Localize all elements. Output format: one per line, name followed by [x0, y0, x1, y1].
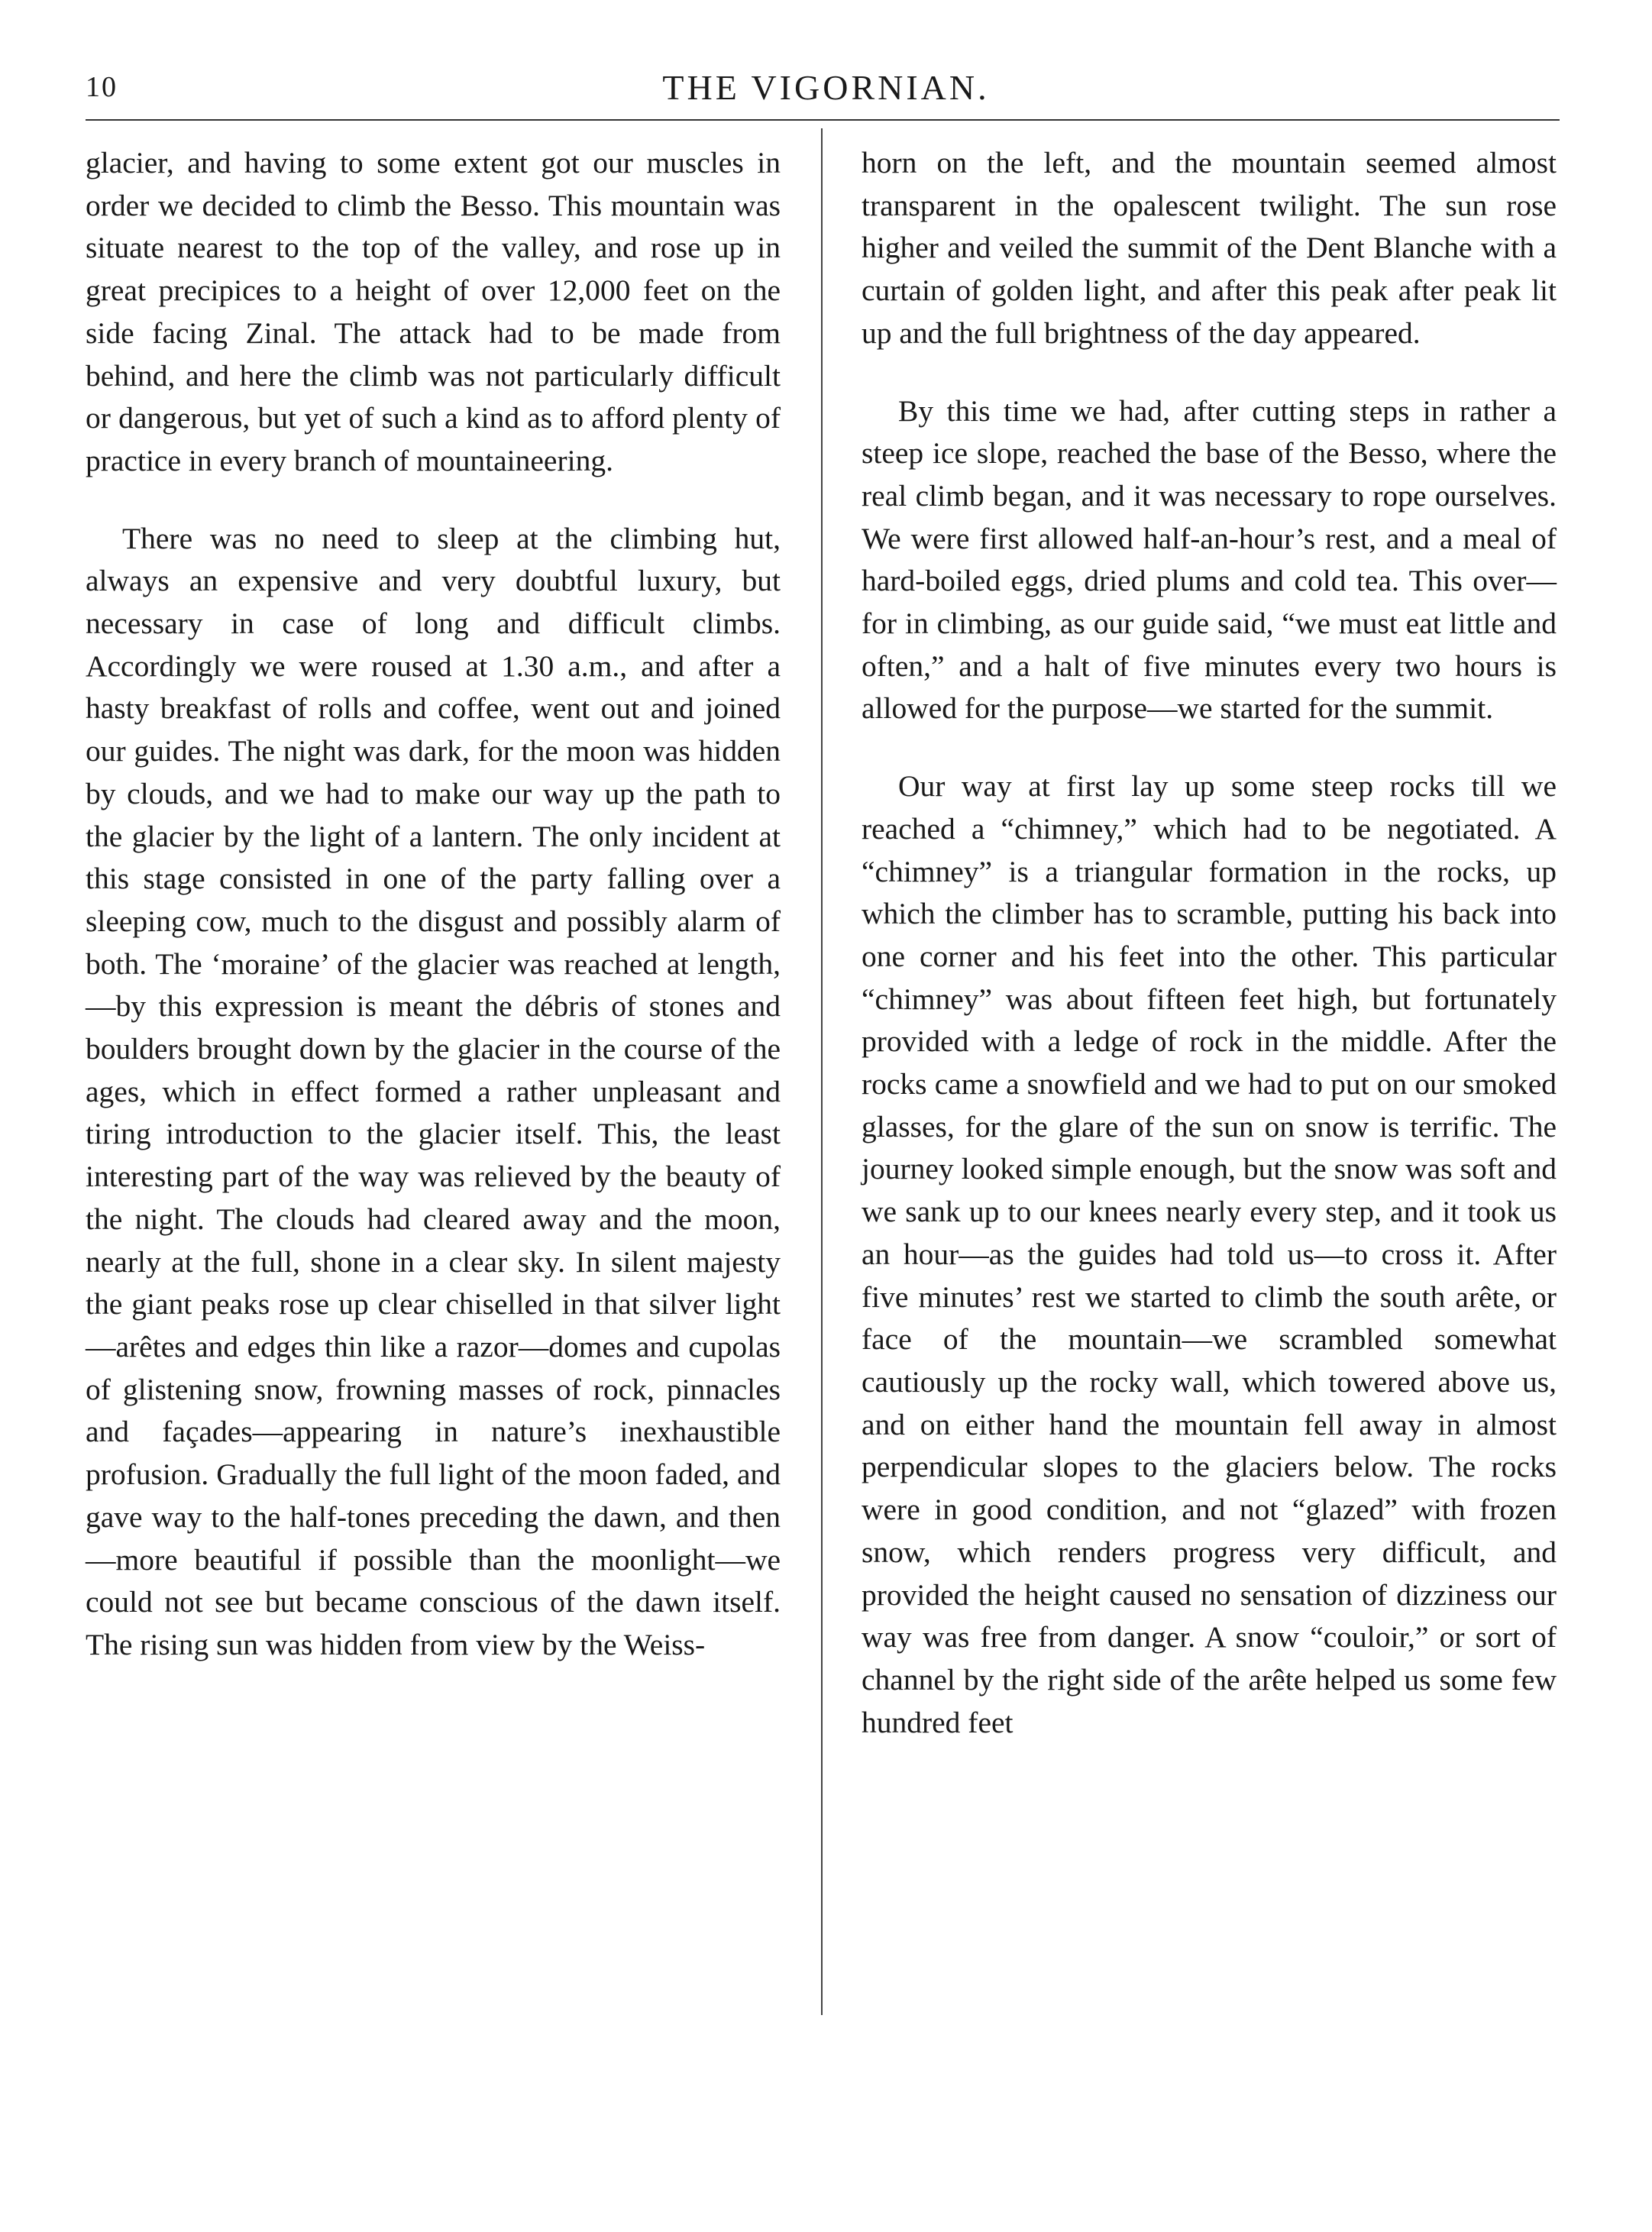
running-title: THE VIGORNIAN. — [662, 68, 990, 107]
paragraph: By this time we had, after cutting steps in rather a steep ice slope, reached the base of the Besso, where the real climb began, and it was necessary to rope ourselves. We were first allowed half-an-hour’s rest, and a meal of hard-boiled eggs, dried plums and cold tea. This over—for in climbing, as our guide said, “we must eat little and often,” and a halt of five minutes every two hours is allowed for the purpose—we started for the summit. — [862, 393, 1557, 726]
left-column — [86, 142, 781, 1667]
right-column — [862, 142, 1557, 1744]
paragraph: Our way at first lay up some steep rocks till we reached a “chimney,” which had to be negotiated. A “chimney” is a triangular formation in the rocks, up which the climber has to scramble, putting his back into one corner and his feet into the other. This particular “chimney” was about fifteen feet high, but fortunately provided with a ledge of rock in the middle. After the rocks came a snowfield and we had to put on our smoked glasses, for the glare of the sun on snow is terrific. The journey looked simple enough, but the snow was soft and we sank up to our knees nearly every step, and it took us an hour—as the guides had told us—to cross it. After five minutes’ rest we started to climb the south arête, or face of the mountain—we scrambled somewhat cautiously up the rocky wall, which towered above us, and on either hand the mountain fell away in almost perpendicular slopes to the glaciers below. The rocks were in good condition, and not “glazed” with frozen snow, which renders progress very difficult, and provided the height caused no sensation of dizziness our way was free from danger. A snow “couloir,” or sort of channel by the right side of the arête helped us some few hundred feet — [862, 769, 1557, 1739]
paragraph: horn on the left, and the mountain seemed almost transparent in the opalescent twilight. The sun rose higher and veiled the summit of the Dent Blanche with a curtain of golden light, and after this peak after peak lit up and the full brightness of the day appeared. — [862, 146, 1557, 350]
paragraph: There was no need to sleep at the climbing hut, always an expensive and very doubtful luxury, but necessary in case of long and difficult climbs. Accordingly we were roused at 1.30 a.m., and after a hasty breakfast of rolls and coffee, went out and joined our guides. The night was dark, for the moon was hidden by clouds, and we had to make our way up the path to the glacier by the light of a lantern. The only incident at this stage consisted in one of the party falling over a sleeping cow, much to the disgust and possibly alarm of both. The ‘moraine’ of the glacier was reached at length, —by this expression is meant the débris of stones and boulders brought down by the glacier in the course of the ages, which in effect formed a rather unpleasant and tiring introduction to the glacier itself. This, the least interesting part of the way was relieved by the beauty of the night. The clouds had cleared away and the moon, nearly at the full, shone in a clear sky. In silent majesty the giant peaks rose up clear chiselled in that silver light—arêtes and edges thin like a razor—domes and cupolas of glistening snow, frowning masses of rock, pinnacles and façades—appearing in nature’s inexhaustible profusion. Gradually the full light of the moon faded, and gave way to the half-tones preceding the dawn, and then—more beautiful if possible than the moonlight—we could not see but became conscious of the dawn itself. The rising sun was hidden from view by the Weiss- — [86, 521, 781, 1661]
header-rule — [86, 119, 1560, 121]
column-divider — [821, 128, 823, 2015]
paragraph: glacier, and having to some extent got our muscles in order we decided to climb the Besso. This mountain was situate nearest to the top of the valley, and rose up in great precipices to a height of over 12,000 feet on the side facing Zinal. The attack had to be made from behind, and here the climb was not particularly difficult or dangerous, but yet of such a kind as to afford plenty of practice in every branch of mountaineering. — [86, 146, 781, 477]
page-number: 10 — [86, 71, 118, 103]
